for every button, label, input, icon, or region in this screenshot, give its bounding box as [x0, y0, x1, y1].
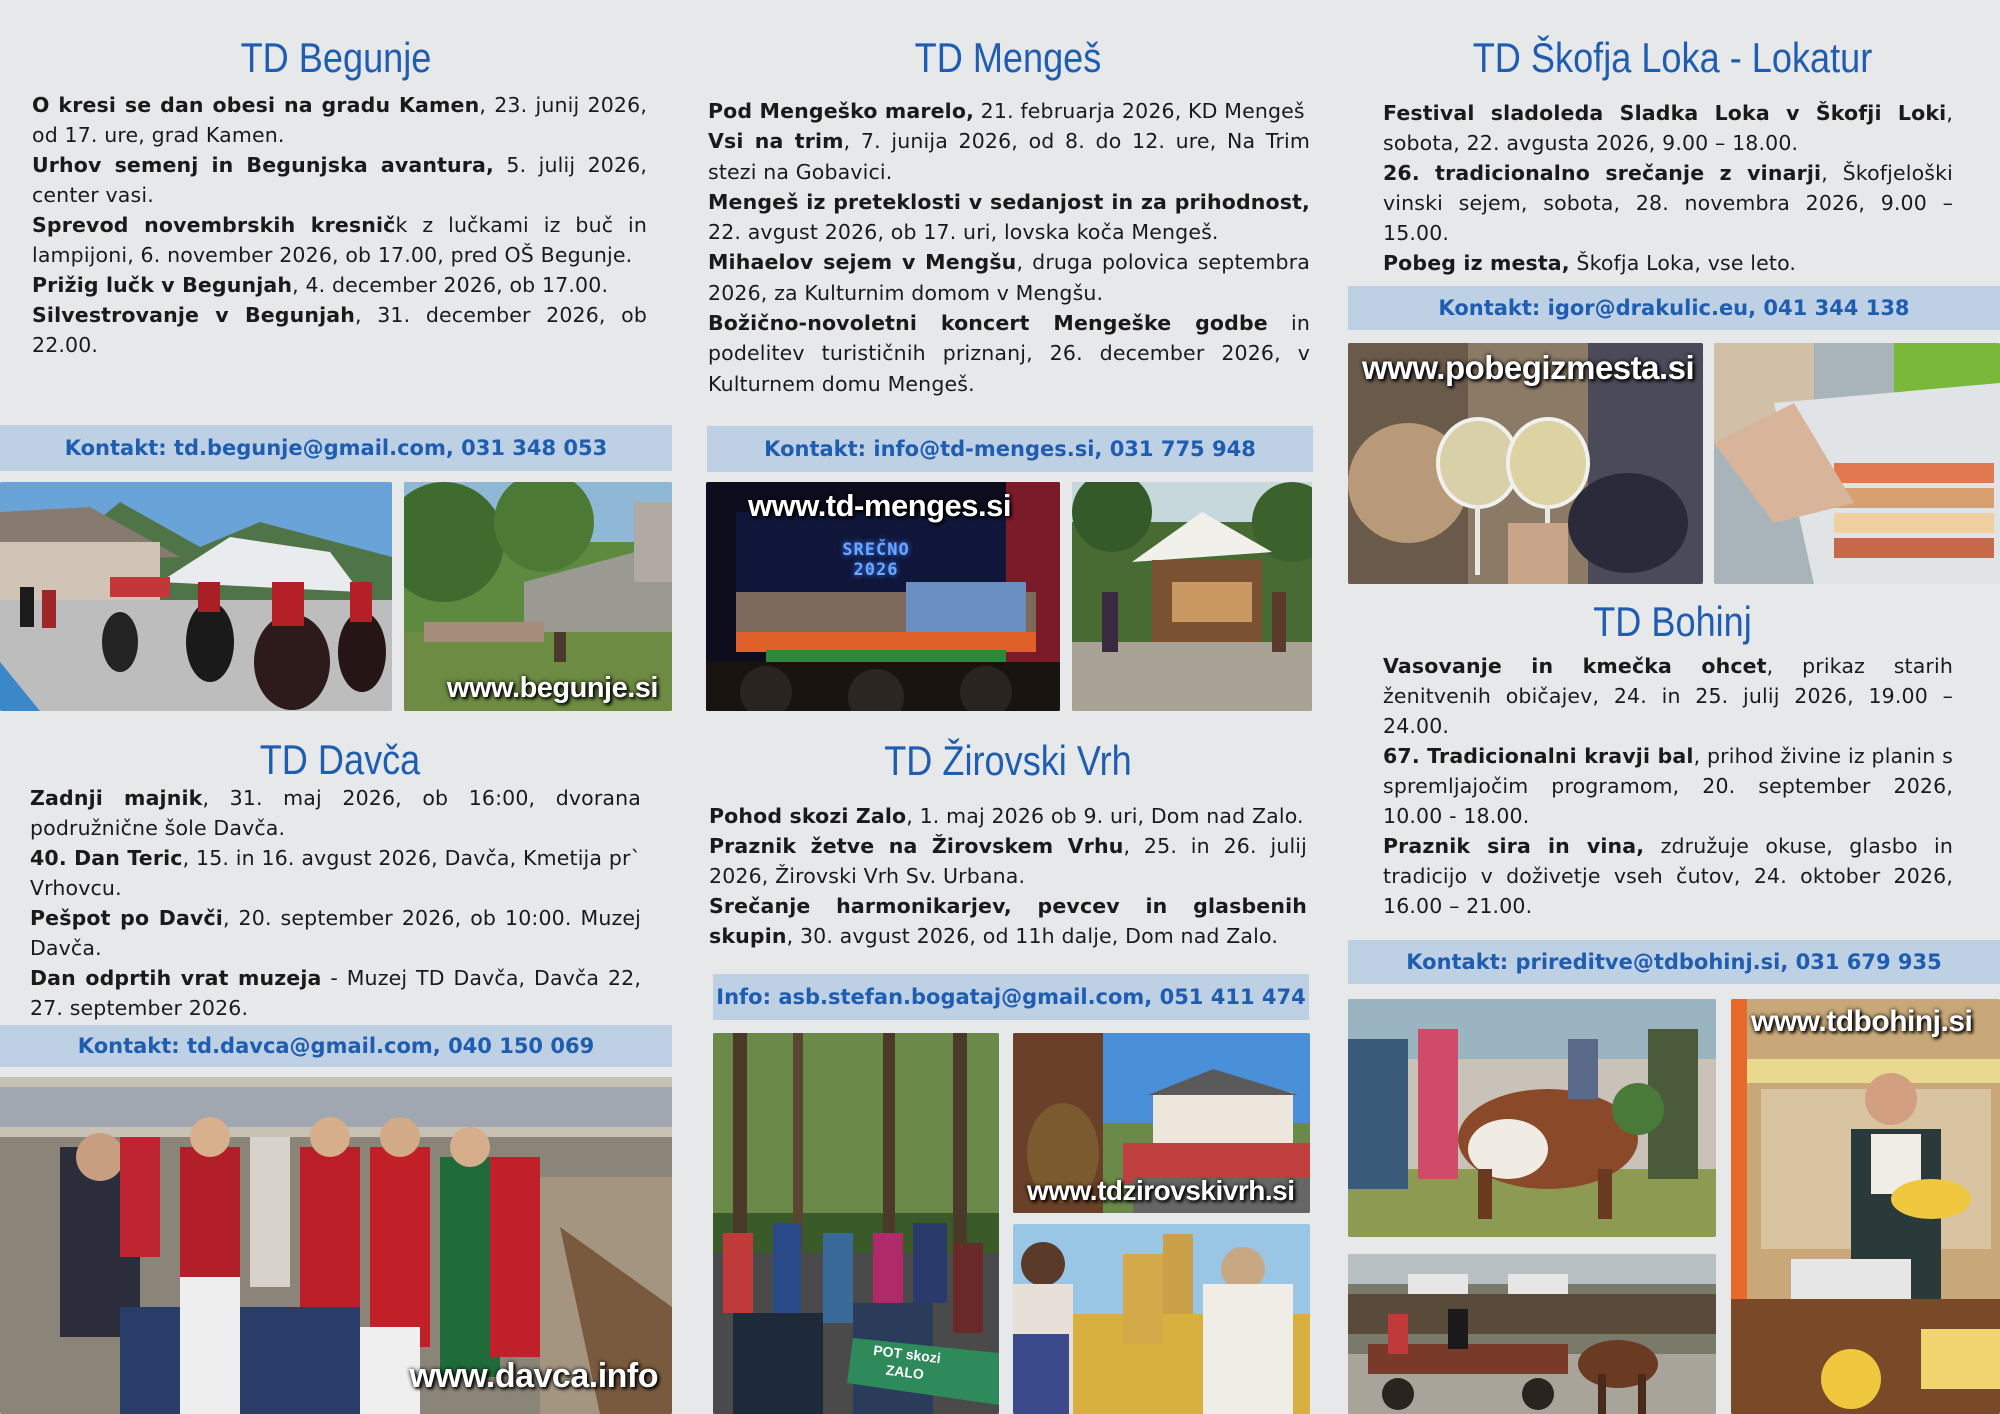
section-title-zirovski: TD Žirovski Vrh: [884, 737, 1132, 784]
event-title: Prižig lučk v Begunjah: [32, 273, 293, 297]
event-title: Silvestrovanje v Begunjah: [32, 303, 356, 327]
event-details: , prihod živine iz planin s spremljajočim programom, 20. september 2026, 10.00 - 18.00.: [1383, 744, 1954, 828]
contact-bar-menges[interactable]: Kontakt: info@td-menges.si, 031 775 948: [707, 426, 1313, 472]
events-begunje: [32, 90, 647, 360]
event-title: Urhov semenj in Begunjska avantura,: [32, 153, 494, 177]
section-title-bohinj: TD Bohinj: [1593, 598, 1752, 645]
event-title: Praznik žetve na Žirovskem Vrhu: [709, 834, 1124, 858]
event-title: Mengeš iz preteklosti v sedanjost in za prihodnost,: [708, 189, 1310, 214]
section-title-begunje: TD Begunje: [240, 34, 432, 81]
event-title: Sprevod novembrskih kresnič: [32, 213, 396, 237]
event-item: [1383, 158, 1953, 248]
event-item: [32, 210, 647, 270]
event-details: , 25. in 26. julij 2026, Žirovski Vrh Sv. Urbana.: [709, 834, 1308, 888]
event-details: , Škofjeloški vinski sejem, sobota, 28. novembra 2026, 9.00 – 15.00.: [1383, 161, 1953, 245]
website-watermark-skofja-loka[interactable]: www.pobegizmesta.si: [1362, 349, 1695, 386]
contact-bar-bohinj[interactable]: Kontakt: prireditve@tdbohinj.si, 031 679 935: [1348, 940, 2000, 984]
event-details: , druga polovica septembra 2026, za Kulturnim domom v Mengšu.: [708, 250, 1310, 305]
section-title-menges: TD Mengeš: [914, 34, 1102, 81]
events-davca: [30, 783, 641, 1023]
event-item: [708, 247, 1310, 308]
event-details: in podelitev turističnih priznanj, 26. december 2026, v Kulturnem domu Mengeš.: [708, 311, 1310, 396]
event-details: , 23. junij 2026, od 17. ure, grad Kamen.: [32, 93, 647, 147]
photo-davca-group: [0, 1077, 672, 1414]
website-watermark-davca[interactable]: www.davca.info: [409, 1357, 658, 1395]
contact-bar-zirovski[interactable]: Info: asb.stefan.bogataj@gmail.com, 051 411 474: [713, 974, 1309, 1020]
events-bohinj: [1383, 651, 1953, 921]
event-details: združuje okuse, glasbo in tradicijo v doživetje vseh čutov, 24. oktober 2026, 16.00 – 21.00.: [1383, 834, 1953, 918]
event-details: 22. avgust 2026, ob 17. uri, lovska koča Mengeš.: [708, 220, 1219, 245]
event-details: , 31. december 2026, ob 22.00.: [32, 303, 647, 357]
event-details: , 7. junija 2026, od 8. do 12. ure, Na Trim stezi na Gobavici.: [708, 129, 1310, 184]
contact-bar-skofja-loka[interactable]: Kontakt: igor@drakulic.eu, 041 344 138: [1348, 286, 2000, 330]
event-details: k z lučkami iz buč in lampijoni, 6. november 2026, ob 17.00, pred OŠ Begunje.: [32, 213, 647, 267]
event-title: Mihaelov sejem v Mengšu: [708, 250, 1017, 275]
contact-bar-davca[interactable]: Kontakt: td.davca@gmail.com, 040 150 069: [0, 1025, 672, 1067]
event-title: Božično-novoletni koncert Mengeške godbe: [708, 311, 1268, 336]
events-zirovski: [709, 801, 1307, 951]
event-details: , 15. in 16. avgust 2026, Davča, Kmetija pr` Vrhovcu.: [30, 846, 641, 900]
event-title: Festival sladoleda Sladka Loka v Škofji Loki: [1383, 101, 1947, 125]
event-title: Pohod skozi Zalo: [709, 804, 907, 828]
event-item: [32, 300, 647, 360]
photo-menges-concert: [706, 482, 1060, 711]
event-title: Vsi na trim: [708, 129, 844, 154]
event-title: Pobeg iz mesta,: [1383, 251, 1570, 275]
photo-zirovski-hike: [713, 1033, 999, 1414]
event-item: [709, 891, 1307, 951]
event-item: [708, 308, 1310, 399]
event-title: O kresi se dan obesi na gradu Kamen: [32, 93, 480, 117]
event-details: , prikaz starih ženitvenih običajev, 24. in 25. julij 2026, 19.00 – 24.00.: [1383, 654, 1954, 738]
photo-skofja-wine-glasses: [1348, 343, 1703, 584]
events-menges: [708, 96, 1310, 399]
event-item: [1383, 741, 1953, 831]
event-item: [709, 831, 1307, 891]
event-details: , 30. avgust 2026, od 11h dalje, Dom nad Zalo.: [786, 924, 1278, 948]
event-details: 5. julij 2026, center vasi.: [32, 153, 648, 207]
event-title: Dan odprtih vrat muzeja: [30, 966, 322, 990]
website-watermark-bohinj[interactable]: www.tdbohinj.si: [1751, 1005, 1973, 1038]
event-item: [708, 126, 1310, 187]
event-item: [30, 903, 641, 963]
event-title: 67. Tradicionalni kravji bal: [1383, 744, 1694, 768]
event-item: [30, 963, 641, 1023]
stage-sign-menges: SREČNO 2026: [842, 540, 910, 580]
event-item: [32, 270, 647, 300]
event-title: Zadnji majnik: [30, 786, 203, 810]
photo-begunje-castle: [404, 482, 672, 711]
photo-skofja-ice-cream: [1714, 343, 2000, 584]
photo-bohinj-cheese-stand: [1731, 999, 2000, 1414]
event-item: [1383, 248, 1953, 278]
event-title: Praznik sira in vina,: [1383, 834, 1645, 858]
event-item: [708, 96, 1310, 126]
event-item: [1383, 831, 1953, 921]
event-details: , 1. maj 2026 ob 9. uri, Dom nad Zalo.: [906, 804, 1304, 828]
trail-sign-zirovski: POT skozi ZALO: [872, 1342, 942, 1383]
event-item: [30, 843, 641, 903]
section-title-davca: TD Davča: [259, 736, 421, 783]
event-details: , 4. december 2026, ob 17.00.: [292, 273, 609, 297]
event-details: Škofja Loka, vse leto.: [1569, 251, 1797, 275]
photo-zirovski-harvest: [1013, 1224, 1310, 1414]
photo-menges-market: [1072, 482, 1312, 711]
event-details: , sobota, 22. avgusta 2026, 9.00 – 18.00.: [1383, 101, 1953, 155]
event-item: [1383, 98, 1953, 158]
photo-begunje-folk-dance: [0, 482, 392, 711]
events-skofja-loka: [1383, 98, 1953, 278]
event-item: [708, 187, 1310, 248]
photo-bohinj-cow-parade: [1348, 999, 1716, 1237]
event-title: Pod Mengeško marelo,: [708, 99, 975, 123]
event-item: [709, 801, 1307, 831]
contact-bar-begunje[interactable]: Kontakt: td.begunje@gmail.com, 031 348 053: [0, 425, 672, 471]
section-title-skofja-loka: TD Škofja Loka - Lokatur: [1472, 34, 1873, 81]
event-title: Peš​pot po Davči: [30, 906, 223, 930]
event-item: [32, 150, 647, 210]
event-item: [1383, 651, 1953, 741]
event-title: Srečanje harmonikarjev, pevcev in glasbenih skupin: [709, 894, 1307, 948]
event-details: - Muzej TD Davča, Davča 22, 27. september 2026.: [30, 966, 641, 1020]
event-details: , 20. september 2026, ob 10:00. Muzej Davča.: [30, 906, 641, 960]
event-item: [30, 783, 641, 843]
event-title: 26. tradicionalno srečanje z vinarji: [1383, 161, 1822, 185]
website-watermark-zirovski[interactable]: www.tdzirovskivrh.si: [1027, 1175, 1295, 1206]
event-item: [32, 90, 647, 150]
website-watermark-begunje[interactable]: www.begunje.si: [446, 672, 658, 704]
event-title: 40. Dan Teric: [30, 846, 183, 870]
photo-zirovski-bell-hall: [1013, 1033, 1310, 1213]
event-details: , 31. maj 2026, ob 16:00, dvorana podružnične šole Davča.: [30, 786, 641, 840]
photo-bohinj-wedding-wagon: [1348, 1254, 1716, 1414]
event-title: Vasovanje in kmečka ohcet: [1383, 654, 1767, 678]
event-details: 21. februarja 2026, KD Mengeš: [974, 99, 1305, 123]
website-watermark-menges[interactable]: www.td-menges.si: [748, 488, 1012, 523]
